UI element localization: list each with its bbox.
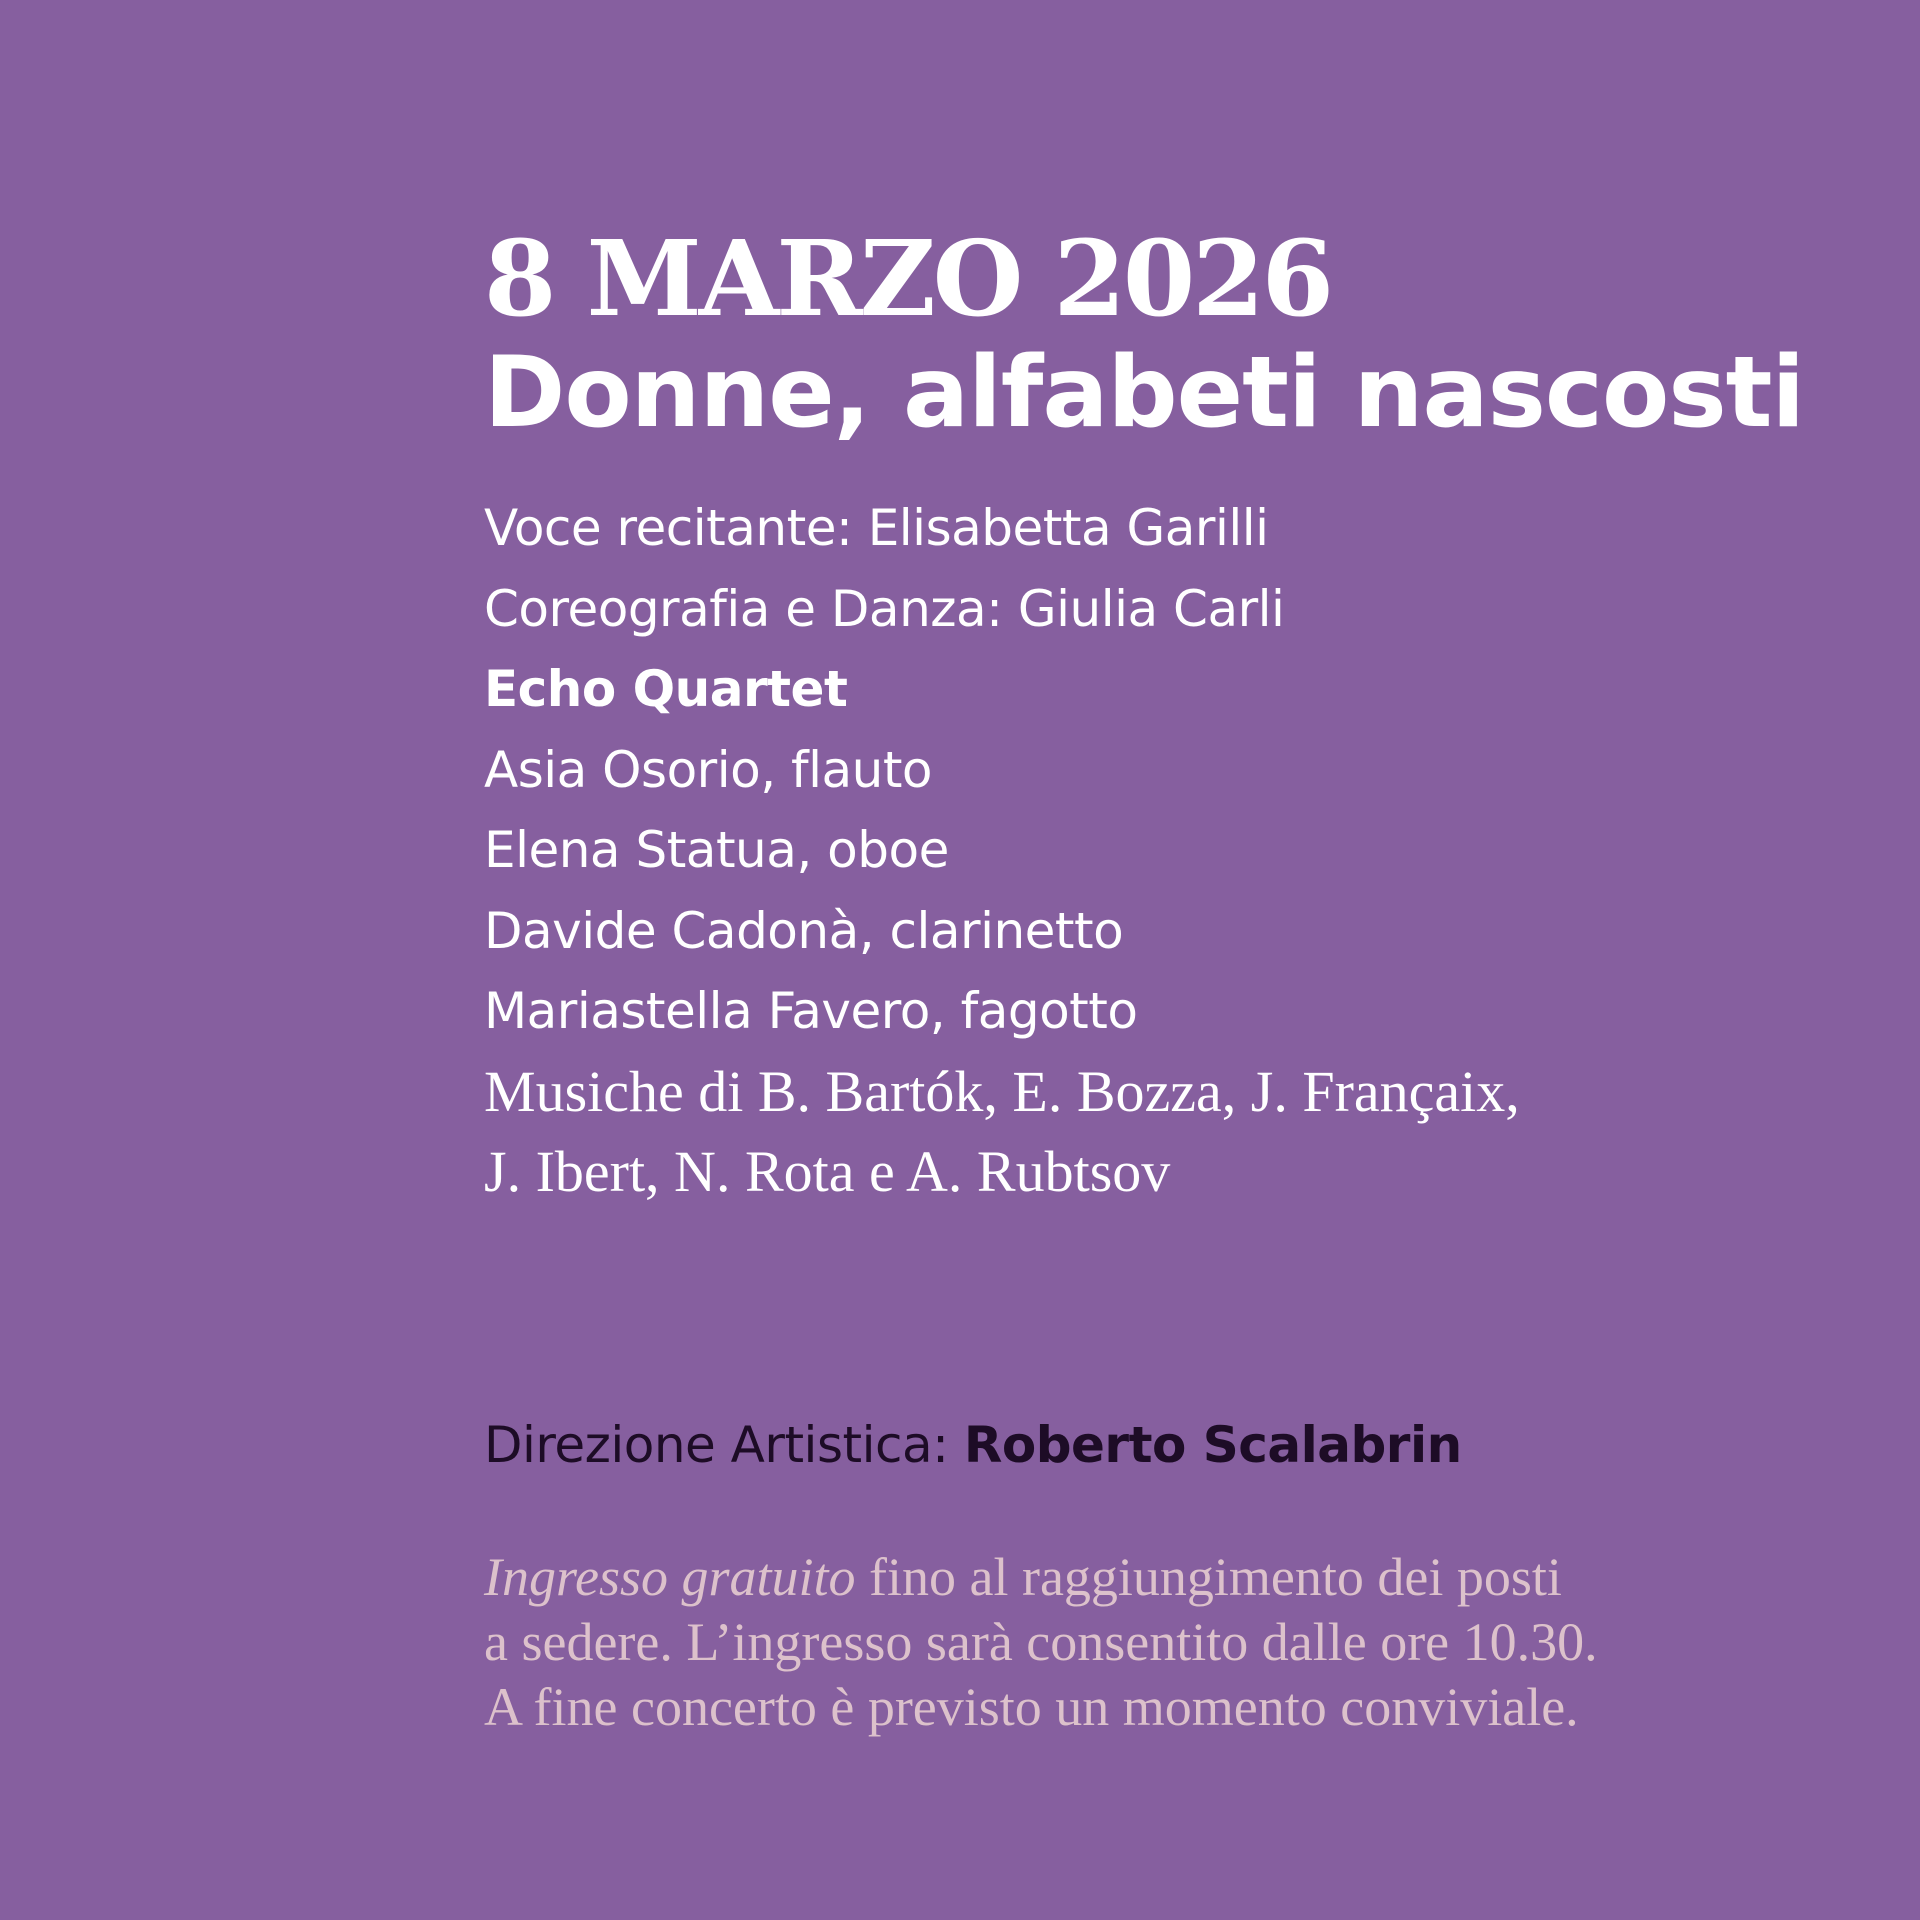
credit-clarinet: Davide Cadonà, clarinetto <box>484 901 1124 960</box>
credits-list <box>484 488 1884 1213</box>
event-date: 8 MARZO 2026 <box>484 217 1331 340</box>
admission-info <box>484 1545 1904 1740</box>
credit-narrator: Voce recitante: Elisabetta Garilli <box>484 499 1269 557</box>
info-line-1-rest: fino al raggiungimento dei posti <box>855 1547 1562 1607</box>
direction-label: Direzione Artistica: <box>484 1416 964 1474</box>
credit-flute: Asia Osorio, flauto <box>484 740 933 799</box>
music-line-2: J. Ibert, N. Rota e A. Rubtsov <box>484 1139 1171 1204</box>
credit-oboe: Elena Statua, oboe <box>484 821 949 879</box>
credit-choreography: Coreografia e Danza: Giulia Carli <box>484 579 1285 638</box>
credit-bassoon: Mariastella Favero, fagotto <box>484 982 1138 1040</box>
info-line-3: A fine concerto è previsto un momento conviviale. <box>484 1677 1579 1737</box>
credit-ensemble: Echo Quartet <box>484 660 848 718</box>
info-line-1 <box>484 1545 1904 1610</box>
event-title: Donne, alfabeti nascosti <box>484 336 1805 450</box>
music-line-1: Musiche di B. Bartók, E. Bozza, J. Françaix, <box>484 1058 1520 1124</box>
info-emphasis: Ingresso gratuito <box>484 1547 856 1607</box>
direction-name: Roberto Scalabrin <box>963 1416 1462 1474</box>
main-content <box>484 217 1884 1213</box>
artistic-direction <box>484 1410 1462 1480</box>
info-line-2: a sedere. L’ingresso sarà consentito dalle ore 10.30. <box>484 1612 1598 1672</box>
